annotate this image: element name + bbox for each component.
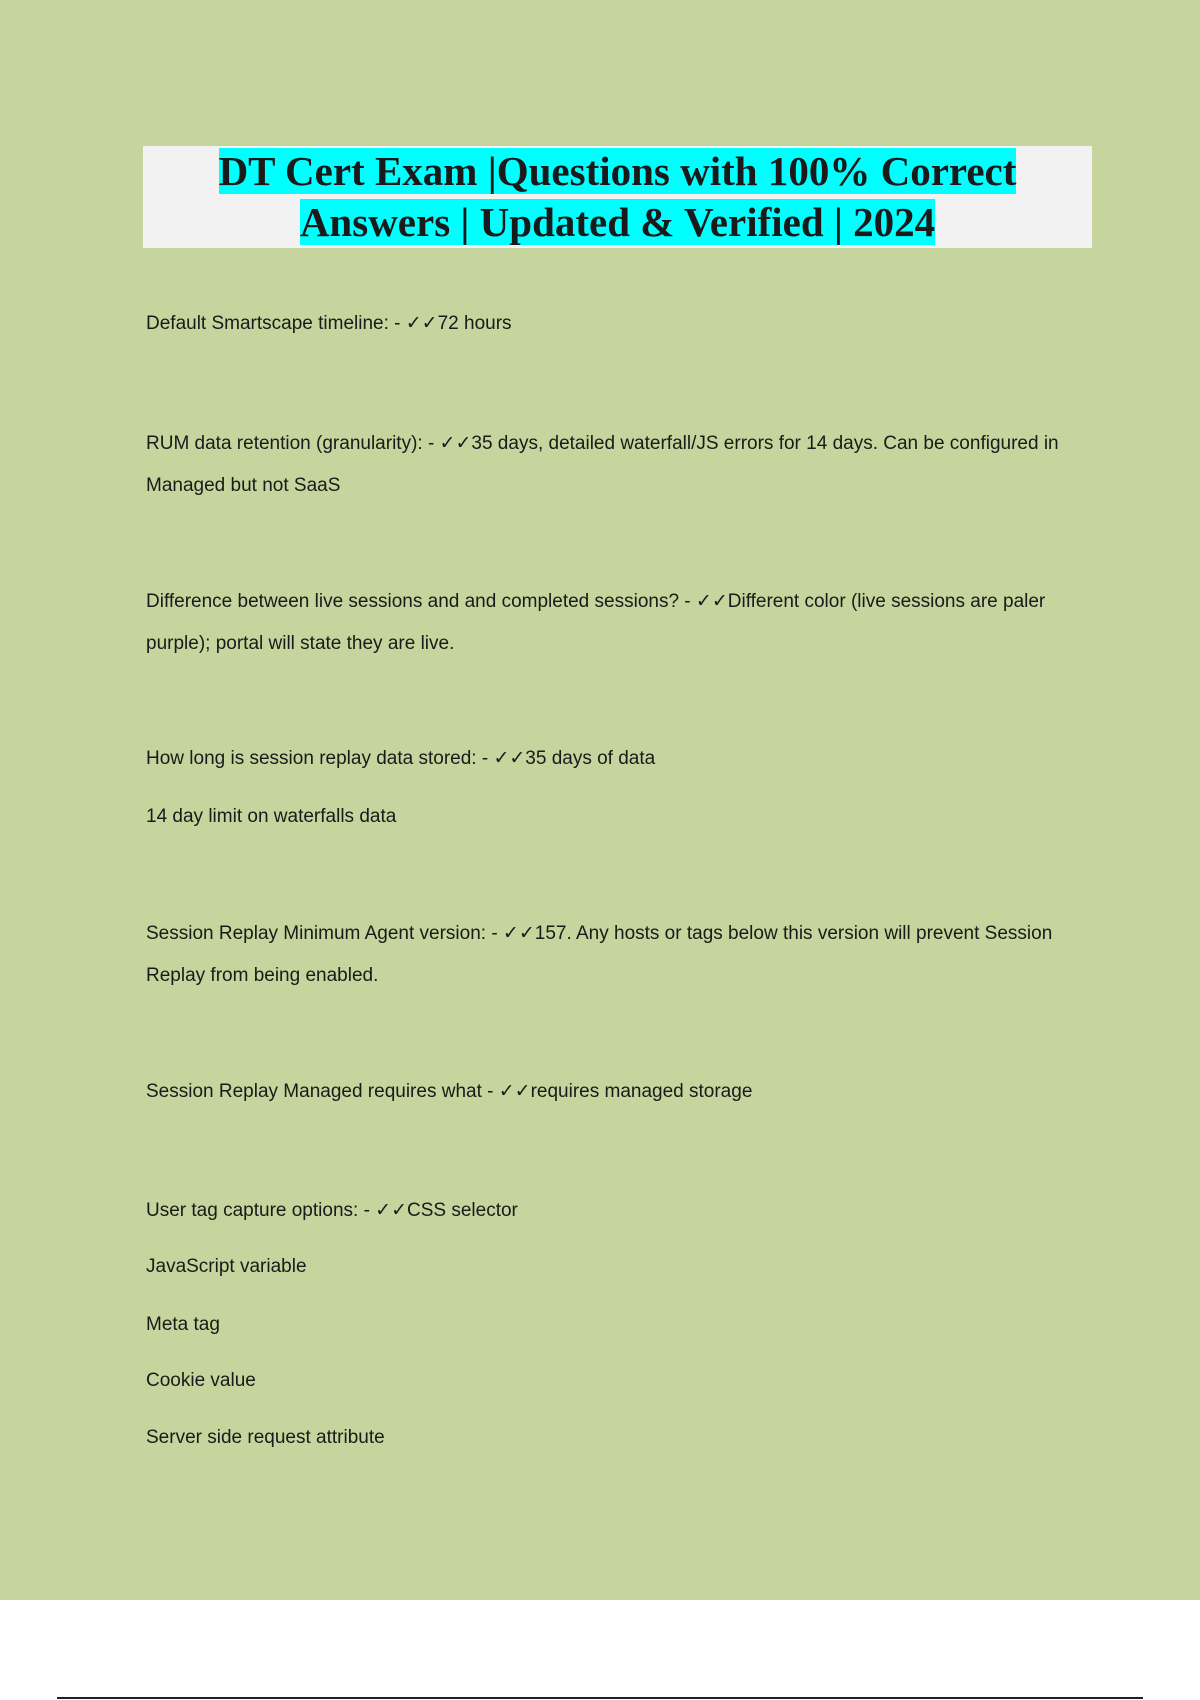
qa-entry-4-extra-1: 14 day limit on waterfalls data — [146, 806, 397, 827]
qa-entry-5: Session Replay Minimum Agent version: - ✓✓157. Any hosts or tags below this version will prevent Session Replay from being enabled. — [146, 923, 1053, 986]
qa-entry-7-extra-2: Meta tag — [146, 1314, 220, 1335]
qa-entry-7: User tag capture options: - ✓✓CSS selector — [146, 1200, 518, 1221]
footer-divider — [57, 1697, 1143, 1699]
qa-entry-7-extra-3: Cookie value — [146, 1370, 256, 1391]
title-line-2: Answers | Updated & Verified | 2024 — [299, 199, 936, 245]
qa-entry-2: RUM data retention (granularity): - ✓✓35 days, detailed waterfall/JS errors for 14 days. Can be configured in Managed but not SaaS — [146, 433, 1059, 496]
qa-entry-7-extra-4: Server side request attribute — [146, 1427, 385, 1448]
qa-entry-3: Difference between live sessions and and completed sessions? - ✓✓Different color (live sessions are paler purple); portal will state they are live. — [146, 591, 1046, 654]
qa-entry-7-extra-1: JavaScript variable — [146, 1256, 307, 1277]
document-title — [143, 146, 1092, 248]
qa-entry-6: Session Replay Managed requires what - ✓✓requires managed storage — [146, 1081, 753, 1102]
qa-entry-1: Default Smartscape timeline: - ✓✓72 hours — [146, 313, 512, 334]
qa-entry-4: How long is session replay data stored: - ✓✓35 days of data — [146, 748, 656, 769]
title-line-1: DT Cert Exam |Questions with 100% Correct — [218, 148, 1017, 194]
